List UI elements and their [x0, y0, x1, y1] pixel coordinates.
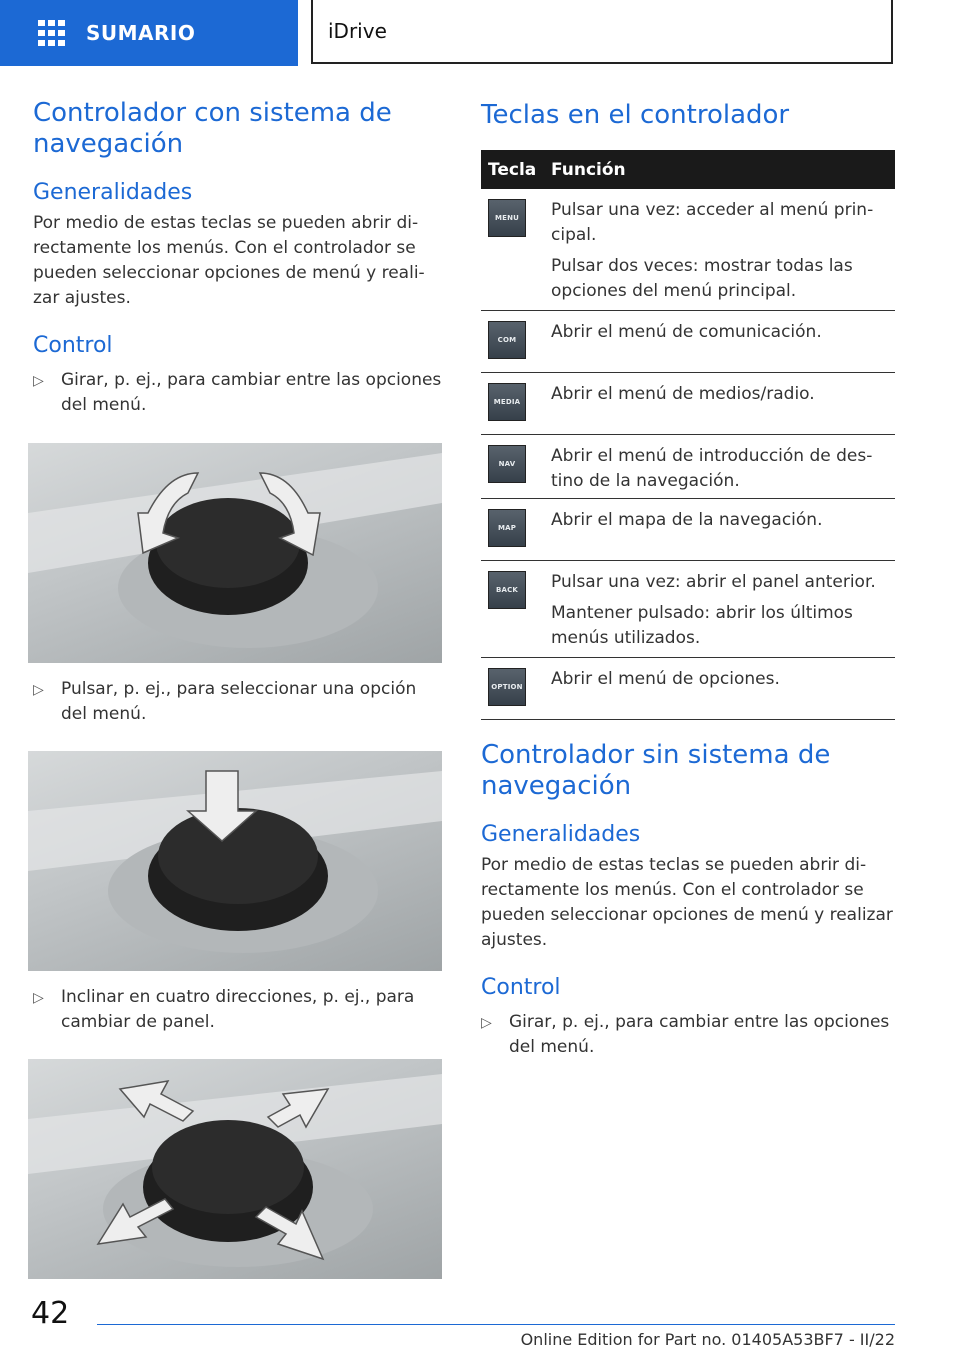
table-row	[481, 435, 895, 499]
map-key-icon: MAP	[488, 509, 526, 547]
footer-edition: Online Edition for Part no. 01405A53BF7 - II/22	[97, 1324, 895, 1356]
general-heading: Generalidades	[33, 180, 193, 205]
key-function-text: Abrir el menú de comunicación.	[551, 322, 822, 342]
list-item	[33, 985, 443, 1035]
com-key-icon: COM	[488, 321, 526, 359]
section-title-2: Controlador sin sistema de navegación	[481, 740, 831, 801]
left-column	[33, 98, 443, 1279]
page-number: 42	[31, 1296, 70, 1331]
bullet-text: Girar, p. ej., para cambiar entre las opciones del menú.	[61, 370, 442, 415]
table-row	[481, 373, 895, 435]
key-function-text: Pulsar una vez: acceder al menú principal.	[551, 200, 874, 245]
grid-menu-icon	[38, 20, 66, 46]
section-title: Controlador con sistema de navegación	[33, 98, 392, 159]
sumario-button[interactable]	[0, 0, 298, 66]
list-item	[33, 677, 443, 727]
control-heading-2: Control	[481, 975, 561, 1000]
back-key-icon: BACK	[488, 571, 526, 609]
chapter-title: iDrive	[328, 19, 387, 43]
controller-rotate-image	[28, 443, 442, 663]
keys-heading: Teclas en el controlador	[481, 100, 790, 130]
control-heading: Control	[33, 333, 113, 358]
column-header-key: Tecla	[488, 159, 537, 180]
nav-key-icon: NAV	[488, 445, 526, 483]
triangle-right-icon: ▷	[33, 373, 44, 389]
controller-press-image	[28, 751, 442, 971]
key-function-text: Abrir el mapa de la navegación.	[551, 510, 823, 530]
media-key-icon: MEDIA	[488, 383, 526, 421]
triangle-right-icon: ▷	[33, 682, 44, 698]
list-item	[33, 368, 443, 418]
sumario-label: SUMARIO	[86, 21, 196, 45]
key-function-text: Mantener pulsado: abrir los últimos menús utilizados.	[551, 603, 853, 648]
right-lower-section	[481, 740, 895, 1060]
table-row	[481, 189, 895, 311]
table-row	[481, 561, 895, 658]
option-key-icon: OPTION	[488, 668, 526, 706]
keys-table	[481, 150, 895, 720]
key-function-text: Abrir el menú de introducción de destino de la navegación.	[551, 446, 873, 491]
table-row	[481, 658, 895, 720]
key-function-text: Abrir el menú de opciones.	[551, 669, 780, 689]
controller-tilt-image	[28, 1059, 442, 1279]
table-row	[481, 499, 895, 561]
general-heading-2: Generalidades	[481, 822, 641, 847]
bullet-text: Inclinar en cuatro direcciones, p. ej., para cambiar de panel.	[61, 987, 415, 1032]
top-bar	[0, 0, 960, 66]
triangle-right-icon: ▷	[33, 990, 44, 1006]
table-header	[481, 150, 895, 189]
column-header-function: Función	[551, 159, 626, 180]
general-text-2: Por medio de estas teclas se pueden abrir directamente los menús. Con el controlador se pueden seleccionar opciones de menú y realizar ajustes.	[481, 855, 893, 950]
general-text: Por medio de estas teclas se pueden abrir directamente los menús. Con el controlador se pueden seleccionar opciones de menú y realizar ajustes.	[33, 213, 425, 308]
menu-key-icon: MENU	[488, 199, 526, 237]
triangle-right-icon: ▷	[481, 1015, 492, 1031]
key-function-text: Pulsar una vez: abrir el panel anterior.	[551, 572, 876, 592]
table-row	[481, 311, 895, 373]
bullet-text: Pulsar, p. ej., para seleccionar una opción del menú.	[61, 679, 417, 724]
bullet-text: Girar, p. ej., para cambiar entre las opciones del menú.	[509, 1012, 890, 1057]
key-function-text: Pulsar dos veces: mostrar todas las opciones del menú principal.	[551, 256, 853, 301]
chapter-tab[interactable]	[311, 0, 893, 64]
list-item	[481, 1010, 895, 1060]
key-function-text: Abrir el menú de medios/radio.	[551, 384, 815, 404]
